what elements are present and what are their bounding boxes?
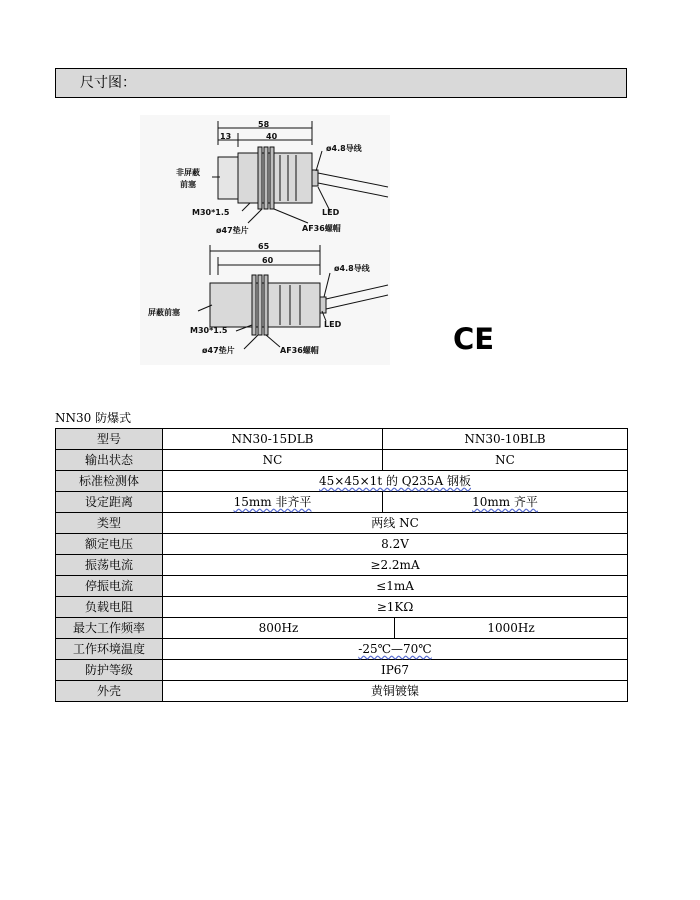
frequency-a: 800Hz bbox=[163, 618, 395, 639]
distance-a: 15mm 非齐平 bbox=[233, 495, 312, 509]
top-cap-label-line2: 前塞 bbox=[180, 180, 196, 189]
row-label-output: 输出状态 bbox=[56, 450, 163, 471]
row-label-load: 负载电阻 bbox=[56, 597, 163, 618]
bottom-thread-label: M30*1.5 bbox=[190, 326, 228, 335]
bottom-washer-label: ø47垫片 bbox=[202, 346, 235, 355]
section-title: 尺寸图： bbox=[80, 75, 136, 91]
top-thread-length: 40 bbox=[266, 132, 278, 141]
bottom-wire-label: ø4.8导线 bbox=[334, 264, 370, 273]
table-row bbox=[56, 513, 628, 534]
bottom-cap-label: 屏蔽前塞 bbox=[148, 308, 180, 317]
stop-current-value: ≤1mA bbox=[163, 576, 628, 597]
bottom-thread-length: 60 bbox=[262, 256, 274, 265]
load-value: ≥1KΩ bbox=[163, 597, 628, 618]
table-row bbox=[56, 681, 628, 702]
table-row bbox=[56, 492, 628, 513]
output-b: NC bbox=[383, 450, 628, 471]
table-row bbox=[56, 597, 628, 618]
spec-table bbox=[55, 428, 628, 702]
top-thread-label: M30*1.5 bbox=[192, 208, 230, 217]
section-header bbox=[55, 68, 627, 98]
row-label-target: 标准检测体 bbox=[56, 471, 163, 492]
row-label-frequency: 最大工作频率 bbox=[56, 618, 163, 639]
row-label-type: 类型 bbox=[56, 513, 163, 534]
table-row bbox=[56, 471, 628, 492]
row-label-stop-current: 停振电流 bbox=[56, 576, 163, 597]
top-cap-label-line1: 非屏蔽 bbox=[176, 168, 200, 177]
table-row bbox=[56, 660, 628, 681]
row-label-protection: 防护等级 bbox=[56, 660, 163, 681]
table-row bbox=[56, 618, 628, 639]
top-led-label: LED bbox=[322, 208, 340, 217]
row-label-osc-current: 振荡电流 bbox=[56, 555, 163, 576]
table-title: NN30 防爆式 bbox=[55, 411, 132, 425]
table-row bbox=[56, 555, 628, 576]
table-row bbox=[56, 534, 628, 555]
bottom-overall-length: 65 bbox=[258, 242, 270, 251]
row-label-temperature: 工作环境温度 bbox=[56, 639, 163, 660]
row-label-voltage: 额定电压 bbox=[56, 534, 163, 555]
distance-b: 10mm 齐平 bbox=[472, 495, 538, 509]
temperature-value: -25℃—70℃ bbox=[358, 642, 432, 656]
dimension-drawing bbox=[140, 115, 390, 365]
frequency-b: 1000Hz bbox=[395, 618, 628, 639]
row-label-housing: 外壳 bbox=[56, 681, 163, 702]
ce-mark-text: CE bbox=[453, 322, 495, 356]
bottom-led-label: LED bbox=[324, 320, 342, 329]
output-a: NC bbox=[163, 450, 383, 471]
top-overall-length: 58 bbox=[258, 120, 270, 129]
top-cap-length: 13 bbox=[220, 132, 232, 141]
model-b: NN30-10BLB bbox=[383, 429, 628, 450]
voltage-value: 8.2V bbox=[163, 534, 628, 555]
target-value: 45×45×1t 的 Q235A 钢板 bbox=[319, 474, 471, 488]
top-nut-label: AF36螺帽 bbox=[302, 224, 341, 233]
model-a: NN30-15DLB bbox=[163, 429, 383, 450]
table-row bbox=[56, 429, 628, 450]
top-wire-label: ø4.8导线 bbox=[326, 144, 362, 153]
table-row bbox=[56, 576, 628, 597]
row-label-distance: 设定距离 bbox=[56, 492, 163, 513]
bottom-nut-label: AF36螺帽 bbox=[280, 346, 319, 355]
ce-mark-icon bbox=[453, 322, 495, 356]
row-label-model: 型号 bbox=[56, 429, 163, 450]
protection-value: IP67 bbox=[163, 660, 628, 681]
table-row bbox=[56, 639, 628, 660]
type-value: 两线 NC bbox=[163, 513, 628, 534]
osc-current-value: ≥2.2mA bbox=[163, 555, 628, 576]
table-row bbox=[56, 450, 628, 471]
housing-value: 黄铜镀镍 bbox=[163, 681, 628, 702]
top-washer-label: ø47垫片 bbox=[216, 226, 249, 235]
